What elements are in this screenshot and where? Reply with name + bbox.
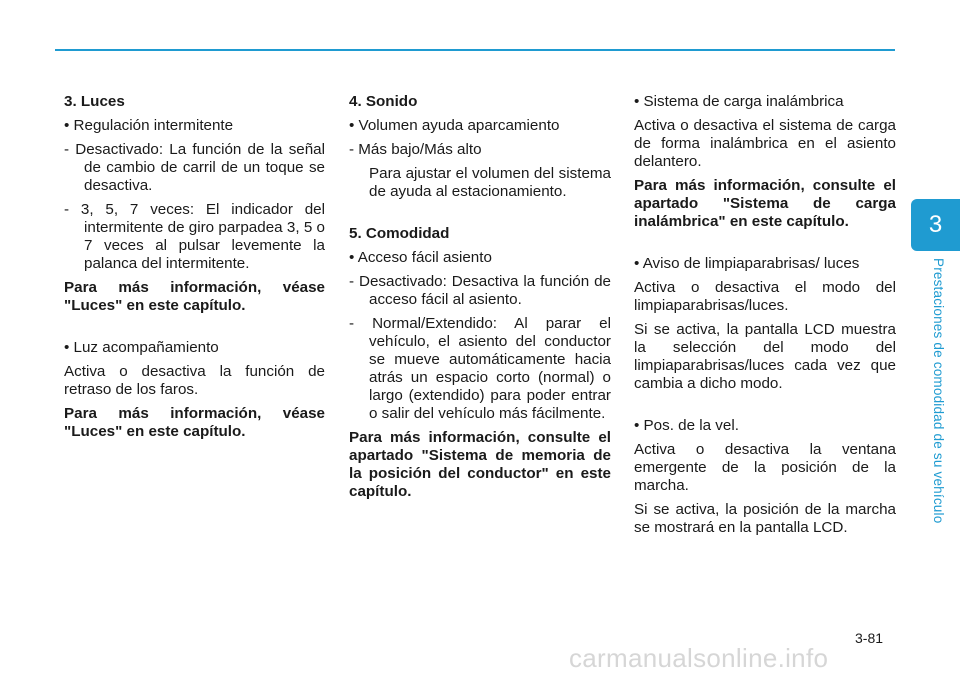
section-heading-sonido: 4. Sonido [349, 93, 418, 110]
dash-item-normal-extendido: - Normal/Extendido: Al parar el vehículo, el asiento del conductor se mueve automáticamente hacia atrás un espacio corto (normal) o largo (extendido) para poder entrar o salir del vehículo más fácilmente. [349, 315, 611, 422]
column-3 [634, 93, 896, 543]
bullet-volumen-ayuda: • Volumen ayuda aparcamiento [349, 117, 560, 134]
section-heading-comodidad: 5. Comodidad [349, 225, 450, 242]
dash-item-veces: - 3, 5, 7 veces: El indicador del intermitente de giro parpadea 3, 5 o 7 veces al pulsar levemente la palanca del intermitente. [64, 201, 325, 272]
reference-note: Para más información, consulte el apartado "Sistema de memoria de la posición del conductor" en este capítulo. [349, 429, 611, 500]
body-text: Si se activa, la posición de la marcha se mostrará en la pantalla LCD. [634, 501, 896, 536]
watermark: carmanualsonline.info [569, 643, 829, 673]
body-text: Para ajustar el volumen del sistema de ayuda al estacionamiento. [369, 165, 611, 200]
chapter-tab: 3 [911, 199, 960, 251]
reference-note: Para más información, véase "Luces" en este capítulo. [64, 405, 325, 440]
reference-note: Para más información, véase "Luces" en este capítulo. [64, 279, 325, 314]
reference-note: Para más información, consulte el apartado "Sistema de carga inalámbrica" en este capítulo. [634, 177, 896, 230]
body-text: Si se activa, la pantalla LCD muestra la selección del modo del limpiaparabrisas/luces cada vez que cambia a dicho modo. [634, 321, 896, 392]
column-1 [64, 93, 325, 447]
dash-item-desactivado: - Desactivado: La función de la señal de cambio de carril de un toque se desactiva. [64, 141, 325, 194]
body-text: Activa o desactiva la función de retraso de los faros. [64, 363, 325, 398]
bullet-pos-vel: • Pos. de la vel. [634, 417, 739, 434]
section-heading-luces: 3. Luces [64, 93, 125, 110]
bullet-regulacion-intermitente: • Regulación intermitente [64, 117, 234, 134]
bullet-acceso-facil: • Acceso fácil asiento [349, 249, 492, 266]
bullet-luz-acompanamiento: • Luz acompañamiento [64, 339, 219, 356]
column-2 [349, 93, 611, 507]
dash-item-mas-bajo-alto: - Más bajo/Más alto [349, 141, 482, 158]
body-text: Activa o desactiva el sistema de carga de forma inalámbrica en el asiento delantero. [634, 117, 896, 170]
body-text: Activa o desactiva la ventana emergente de la posición de la marcha. [634, 441, 896, 494]
header-rule [55, 49, 895, 51]
dash-item-desactivado: - Desactivado: Desactiva la función de acceso fácil al asiento. [349, 273, 611, 308]
body-text: Activa o desactiva el modo del limpiaparabrisas/luces. [634, 279, 896, 314]
chapter-side-title: Prestaciones de comodidad de su vehículo [931, 258, 946, 524]
bullet-carga-inalambrica: • Sistema de carga inalámbrica [634, 93, 844, 110]
page-number: 3-81 [855, 630, 884, 646]
bullet-aviso-limpiaparabrisas: • Aviso de limpiaparabrisas/ luces [634, 255, 860, 272]
